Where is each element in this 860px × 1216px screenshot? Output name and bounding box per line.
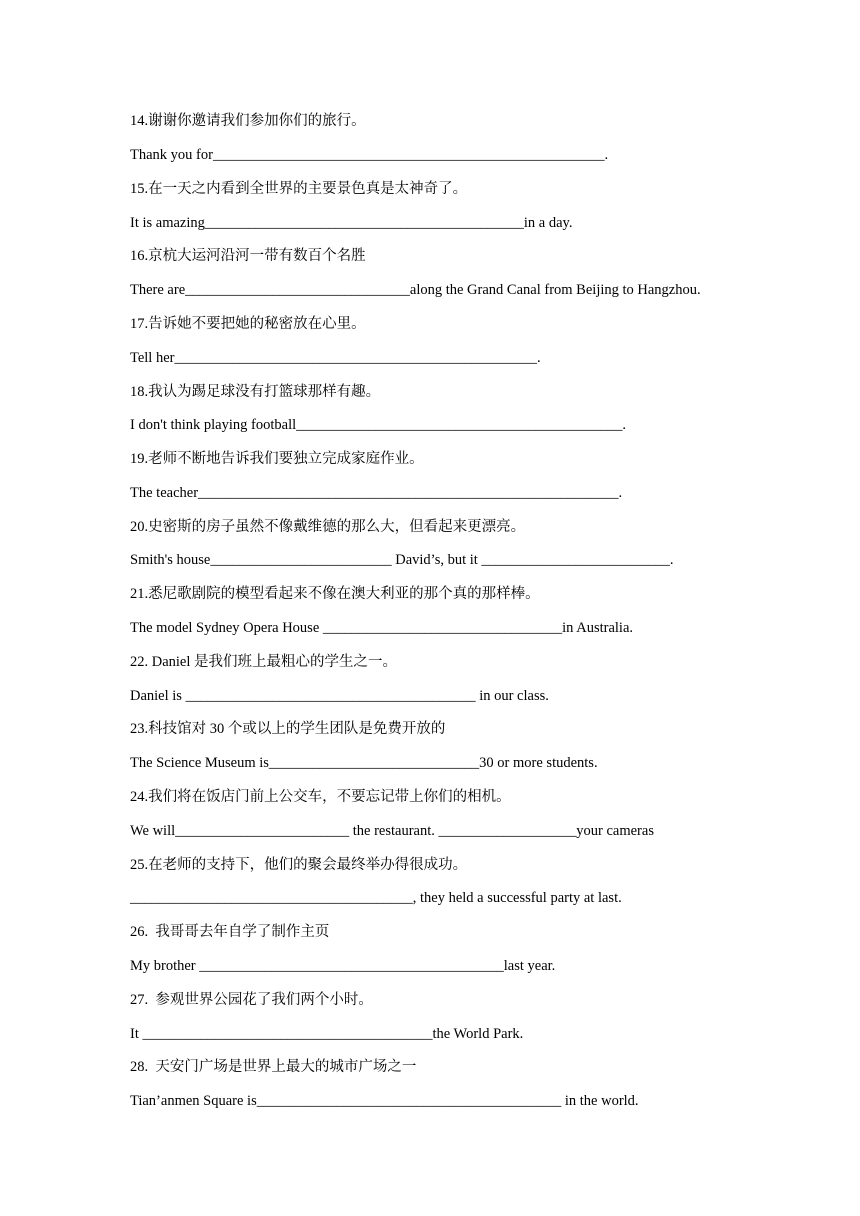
question-28-chinese: 28. 天安门广场是世界上最大的城市广场之一: [130, 1059, 417, 1075]
question-21-english: The model Sydney Opera House _________________________________in Australia.: [130, 620, 634, 636]
question-20-english: Smith's house_________________________ David’s, but it __________________________.: [130, 552, 674, 568]
question-15-chinese: 15.在一天之内看到全世界的主要景色真是太神奇了。: [130, 181, 468, 197]
question-25-chinese: 25.在老师的支持下，他们的聚会最终举办得很成功。: [130, 857, 468, 873]
question-22-chinese: 22. Daniel 是我们班上最粗心的学生之一。: [130, 654, 398, 670]
question-15-english: It is amazing____________________________________________in a day.: [130, 215, 573, 231]
question-16-english: There are_______________________________along the Grand Canal from Beijing to Hangzhou.: [130, 282, 701, 298]
question-25-english: _______________________________________, they held a successful party at last.: [130, 890, 622, 906]
question-18-chinese: 18.我认为踢足球没有打篮球那样有趣。: [130, 384, 381, 400]
question-23-chinese: 23.科技馆对 30 个或以上的学生团队是免费开放的: [130, 721, 446, 737]
question-20-chinese: 20.史密斯的房子虽然不像戴维德的那么大，但看起来更漂亮。: [130, 519, 526, 535]
question-19-chinese: 19.老师不断地告诉我们要独立完成家庭作业。: [130, 451, 424, 467]
question-24-english: We will________________________ the restaurant. ___________________your cameras: [130, 823, 654, 839]
question-21-chinese: 21.悉尼歌剧院的模型看起来不像在澳大利亚的那个真的那样棒。: [130, 586, 540, 602]
question-14-chinese: 14.谢谢你邀请我们参加你们的旅行。: [130, 113, 366, 129]
question-14-english: Thank you for______________________________________________________.: [130, 147, 609, 163]
question-16-chinese: 16.京杭大运河沿河一带有数百个名胜: [130, 248, 366, 264]
question-18-english: I don't think playing football_____________________________________________.: [130, 417, 626, 433]
question-19-english: The teacher__________________________________________________________.: [130, 485, 623, 501]
question-17-english: Tell her__________________________________________________.: [130, 350, 541, 366]
question-23-english: The Science Museum is_____________________________30 or more students.: [130, 755, 598, 771]
question-26-english: My brother __________________________________________last year.: [130, 958, 556, 974]
question-26-chinese: 26. 我哥哥去年自学了制作主页: [130, 924, 330, 940]
question-27-english: It ________________________________________the World Park.: [130, 1026, 524, 1042]
question-27-chinese: 27. 参观世界公园花了我们两个小时。: [130, 992, 373, 1008]
question-24-chinese: 24.我们将在饭店门前上公交车，不要忘记带上你们的相机。: [130, 789, 511, 805]
question-22-english: Daniel is ________________________________________ in our class.: [130, 688, 549, 704]
question-28-english: Tian’anmen Square is__________________________________________ in the world.: [130, 1093, 639, 1109]
question-17-chinese: 17.告诉她不要把她的秘密放在心里。: [130, 316, 366, 332]
